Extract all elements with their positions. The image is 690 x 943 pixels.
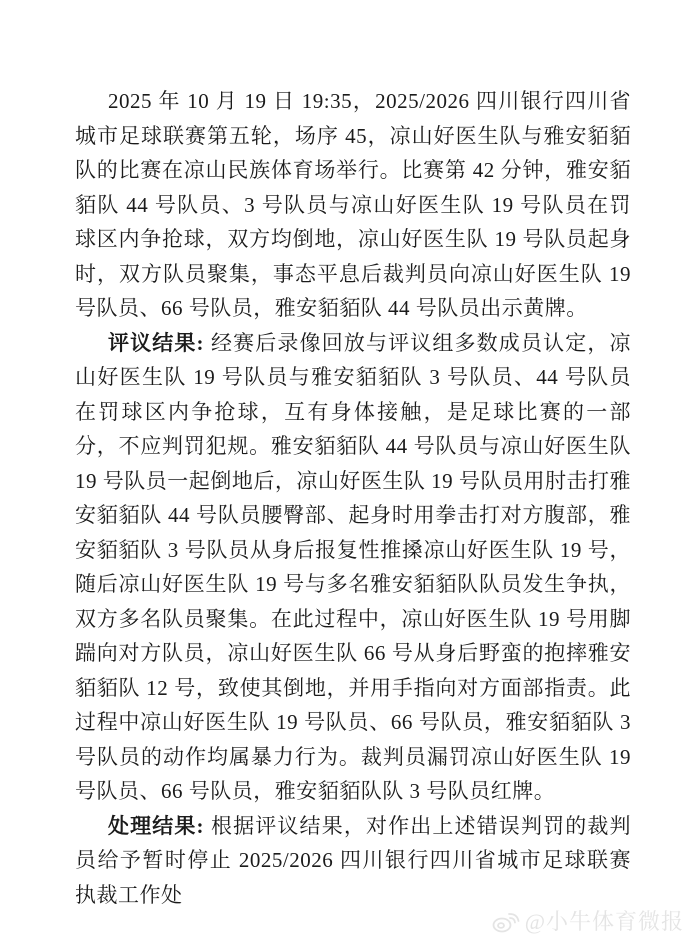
weibo-icon [491, 908, 521, 934]
paragraph-label: 评议结果: [108, 330, 205, 355]
paragraph-handling-result [75, 809, 631, 913]
paragraph-review-result [75, 326, 631, 809]
paragraph-text: 根据评议结果，对作出上述错误判罚的裁判员给予暂时停止 2025/2026 四川银行四川省城市足球联赛执裁工作处 [75, 813, 632, 907]
watermark [491, 905, 684, 936]
paragraph-incident [75, 84, 631, 326]
paragraph-text: 2025 年 10 月 19 日 19:35，2025/2026 四川银行四川省城市足球联赛第五轮，场序 45，凉山好医生队与雅安貊貊队的比赛在凉山民族体育场举行。比赛第 42 分钟，雅安貊貊队 44 号队员、3 号队员与凉山好医生队 19 号队员在罚球区内争抢球，双方均倒地，凉山好医生队 19 号队员起身时，双方队员聚集，事态平息后裁判员向凉山好医生队 19 号队员、66 号队员，雅安貊貊队 44 号队员出示黄牌。 [75, 89, 631, 320]
document-body [75, 84, 631, 912]
paragraph-text: 经赛后录像回放与评议组多数成员认定，凉山好医生队 19 号队员与雅安貊貊队 3 号队员、44 号队员在罚球区内争抢球，互有身体接触，是足球比赛的一部分，不应判罚犯规。雅安貊貊队 44 号队员与凉山好医生队 19 号队员一起倒地后，凉山好医生队 19 号队员用肘击打雅安貊貊队 44 号队员腰臀部、起身时用拳击打对方腹部，雅安貊貊队 3 号队员从身后报复性推搡凉山好医生队 19 号，随后凉山好医生队 19 号与多名雅安貊貊队队员发生争执，双方多名队员聚集。在此过程中，凉山好医生队 19 号用脚踹向对方队员，凉山好医生队 66 号从身后野蛮的抱摔雅安貊貊队 12 号，致使其倒地，并用手指向对方面部指责。此过程中凉山好医生队 19 号队员、66 号队员，雅安貊貊队 3 号队员的动作均属暴力行为。裁判员漏罚凉山好医生队 19 号队员、66 号队员，雅安貊貊队队 3 号队员红牌。 [75, 330, 632, 803]
paragraph-label: 处理结果: [108, 813, 205, 838]
watermark-text: @小牛体育微报 [524, 909, 684, 934]
